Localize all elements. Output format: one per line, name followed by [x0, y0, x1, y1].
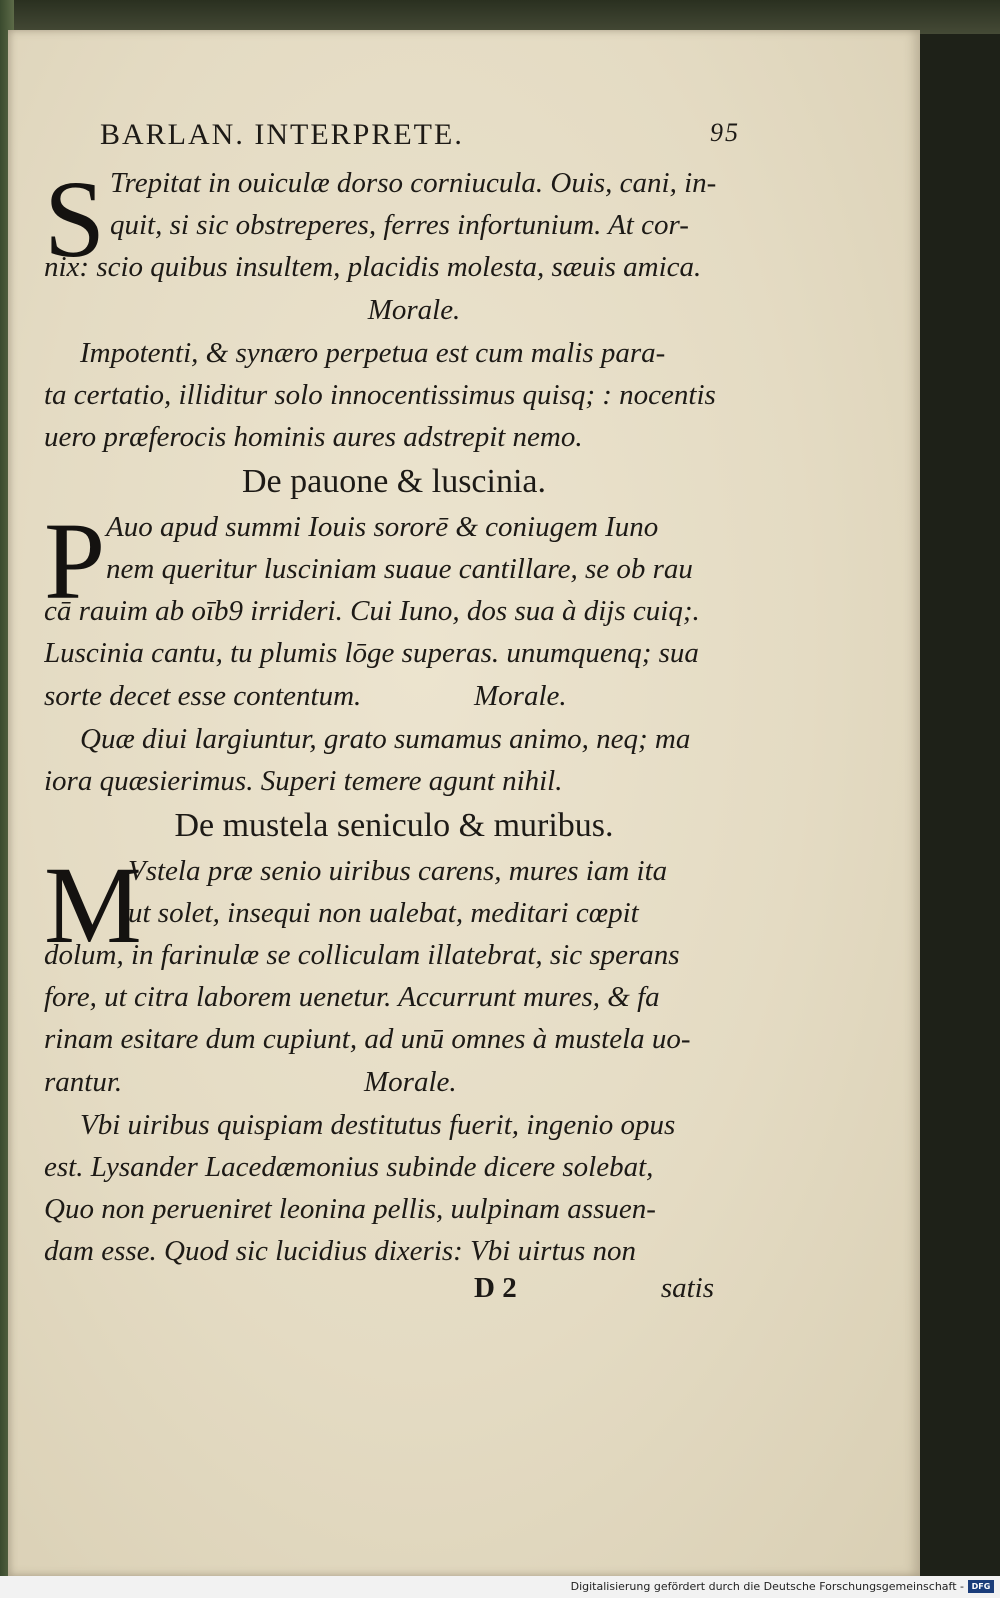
book-page	[8, 30, 920, 1576]
text-line: nem queritur lusciniam suaue cantillare, se ob rau	[106, 553, 693, 585]
fable-title: De pauone & luscinia.	[241, 463, 547, 500]
text-line-with-morale	[44, 674, 744, 718]
morale-heading: Morale.	[474, 680, 567, 712]
text-line: fore, ut citra laborem uenetur. Accurrunt mures, & fa	[44, 981, 660, 1013]
drop-capital-m: M	[44, 844, 142, 966]
text-line: ut solet, insequi non ualebat, meditari cœpit	[128, 897, 639, 929]
text-line: quit, si sic obstreperes, ferres infortunium. At cor-	[110, 209, 689, 241]
running-header	[100, 118, 740, 158]
catchword: satis	[660, 1272, 714, 1304]
scan-background-top	[0, 0, 1000, 34]
text-line: sorte decet esse contentum.	[44, 680, 362, 712]
text-line: nix: scio quibus insultem, placidis molesta, sæuis amica.	[44, 251, 702, 283]
running-title: BARLAN. INTERPRETE.	[100, 118, 464, 151]
text-line-with-morale	[44, 1060, 744, 1104]
text-line: rinam esitare dum cupiunt, ad unū omnes à mustela uo-	[44, 1023, 691, 1055]
fable-1	[44, 158, 744, 458]
page-number: 95	[710, 118, 740, 147]
fable-3	[44, 802, 744, 1316]
moral-line: Vbi uiribus quispiam destitutus fuerit, ingenio opus	[80, 1109, 676, 1141]
moral-line: Impotenti, & synæro perpetua est cum malis para-	[80, 337, 666, 369]
text-line: Luscinia cantu, tu plumis lōge superas. unumquenq; sua	[44, 637, 699, 669]
catchline	[44, 1272, 744, 1316]
text-line: Trepitat in ouiculæ dorso corniucula. Ouis, cani, in-	[110, 167, 717, 199]
digitization-footer	[0, 1576, 1000, 1598]
fable-title: De mustela seniculo & muribus.	[174, 807, 614, 844]
text-line: Auo apud summi Iouis sororē & coniugem Iuno	[106, 511, 659, 543]
moral-line: ta certatio, illiditur solo innocentissimus quisq; : nocentis	[44, 379, 716, 411]
moral-line: dam esse. Quod sic lucidius dixeris: Vbi uirtus non	[44, 1235, 637, 1267]
text-line: cā rauim ab oīb9 irrideri. Cui Iuno, dos sua à dijs cuiq;.	[44, 595, 700, 627]
drop-capital-s: S	[44, 158, 106, 280]
funding-credit: Digitalisierung gefördert durch die Deutsche Forschungsgemeinschaft -	[570, 1580, 964, 1593]
text-line: Vstela præ senio uiribus carens, mures iam ita	[128, 855, 668, 887]
morale-heading: Morale.	[364, 1066, 457, 1098]
text-line: rantur.	[44, 1066, 123, 1098]
moral-line: est. Lysander Lacedæmonius subinde dicere solebat,	[44, 1151, 654, 1183]
drop-capital-p: P	[44, 500, 106, 622]
moral-line: iora quæsierimus. Superi temere agunt nihil.	[44, 765, 563, 797]
fable-2	[44, 458, 744, 802]
signature-mark: D 2	[474, 1272, 517, 1304]
moral-line: uero præferocis hominis aures adstrepit nemo.	[44, 421, 583, 453]
moral-line: Quæ diui largiuntur, grato sumamus animo, neq; ma	[80, 723, 691, 755]
moral-line: Quo non perueniret leonina pellis, uulpinam assuen-	[44, 1193, 656, 1225]
dfg-logo: DFG	[968, 1580, 994, 1593]
text-line: dolum, in farinulæ se colliculam illatebrat, sic sperans	[44, 939, 680, 971]
morale-heading: Morale.	[367, 294, 461, 326]
